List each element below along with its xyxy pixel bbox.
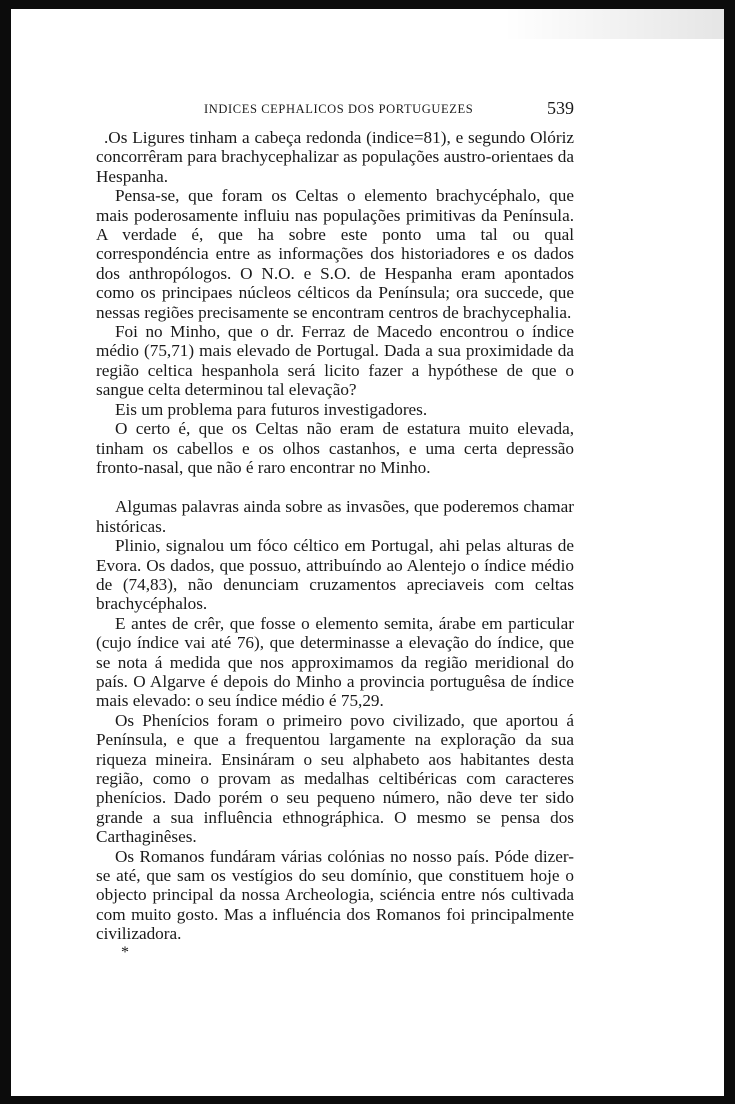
paragraph-romanos: Os Romanos fundáram várias colónias no nosso país. Póde dizer-se até, que sam os vestígios do seu domínio, que constituem hoje o objecto principal da nossa Archeologia, sciéncia entre nós cultivada com muito gosto. Mas a influéncia dos Romanos foi principalmente civilizadora. (96, 846, 574, 944)
paragraph-ligures: .Os Ligures tinham a cabeça redonda (indice=81), e segundo Olóriz concorrêram para brachycephalizar as populações austro-orientaes da Hespanha. (96, 128, 574, 186)
paragraph-plinio: Plinio, signalou um fóco céltico em Portugal, ahi pelas alturas de Evora. Os dados, que possuo, attribuíndo ao Alentejo o índice médio de (74,83), não denunciam cruzamentos apreciaveis com celtas brachycéphalos. (96, 536, 574, 614)
paragraph-invasoes: Algumas palavras ainda sobre as invasões, que poderemos chamar históricas. (96, 497, 574, 536)
page-header (96, 98, 574, 122)
page-number: 539 (547, 98, 574, 118)
footer-mark: * (121, 944, 129, 961)
paragraph-semita: E antes de crêr, que fosse o elemento semita, árabe em particular (cujo índice vai até 76), que determinasse a elevação do índice, que se nota á medida que nos approximamos da região meridional do país. O Algarve é depois do Minho a provincia portuguêsa de índice mais elevado: o seu índice médio é 75,29. (96, 613, 574, 711)
paragraph-minho: Foi no Minho, que o dr. Ferraz de Macedo encontrou o índice médio (75,71) mais elevado de Portugal. Dada a sua proximidade da região celtica hespanhola será licito fazer a hypóthese de que o sangue celta determinou tal elevação? (96, 322, 574, 400)
paragraph-estatura: O certo é, que os Celtas não eram de estatura muito elevada, tinham os cabellos e os olhos castanhos, e uma certa depressão fronto-nasal, que não é raro encontrar no Minho. (96, 419, 574, 477)
running-title: INDICES CEPHALICOS DOS PORTUGUEZES (204, 102, 474, 116)
paragraph-celtas: Pensa-se, que foram os Celtas o elemento brachycéphalo, que mais poderosamente influiu nas populações primitivas da Península. A verdade é, que ha sobre este ponto uma tal ou qual correspondéncia entre as informações dos historiadores e os dados dos anthropólogos. O N.O. e S.O. de Hespanha eram apontados como os principaes núcleos célticos da Península; ora succede, que nessas regiões precisamente se encontram centros de brachycephalia. (96, 186, 574, 322)
section-break (96, 477, 574, 497)
scan-shadow (504, 9, 724, 39)
paragraph-phenicios: Os Phenícios foram o primeiro povo civilizado, que aportou á Península, e que a frequentou largamente na exploração da sua riqueza mineira. Ensináram o seu alphabeto aos habitantes desta região, como o provam as medalhas celtibéricas com caracteres phenícios. Dado porém o seu pequeno número, não deve ter sido grande a sua influência ethnográphica. O mesmo se pensa dos Carthaginêses. (96, 710, 574, 847)
paragraph-problema: Eis um problema para futuros investigadores. (115, 399, 428, 419)
body-text (96, 128, 574, 944)
